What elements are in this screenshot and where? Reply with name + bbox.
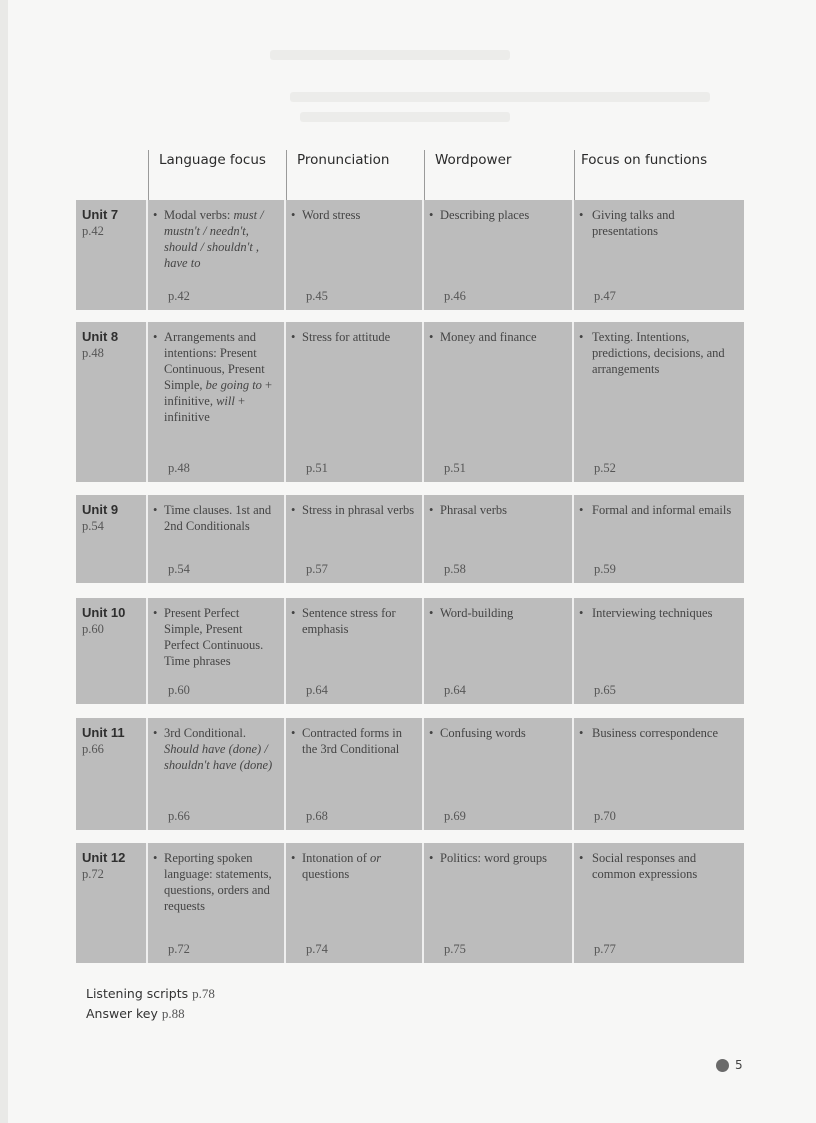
language-focus-cell [148, 322, 286, 482]
wordpower-cell [424, 322, 574, 482]
unit-row [76, 718, 744, 830]
page-reference[interactable]: p.59 [594, 562, 616, 576]
pronunciation-cell [286, 200, 424, 310]
cell-text: Confusing words [440, 726, 526, 740]
listening-scripts-entry[interactable] [86, 986, 215, 1002]
unit-row [76, 598, 744, 704]
unit-page: p.42 [82, 224, 104, 238]
listening-scripts-label: Listening scripts [86, 986, 189, 1001]
bullet-icon: • [429, 851, 434, 865]
functions-cell [574, 843, 744, 963]
cell-text: Contracted forms in the 3rd Conditional [302, 726, 402, 756]
page-reference[interactable]: p.51 [444, 461, 466, 475]
cell-text: Stress for attitude [302, 330, 391, 344]
functions-cell [574, 200, 744, 310]
unit-name: Unit 9 [82, 502, 119, 517]
page-number [716, 1058, 743, 1072]
cell-text: Stress in phrasal verbs [302, 503, 415, 517]
language-focus-cell [148, 598, 286, 704]
cell-text: Politics: word groups [440, 851, 547, 865]
cell-text: + infinitive [164, 394, 246, 424]
bullet-icon: • [579, 503, 584, 517]
page-reference[interactable]: p.66 [168, 809, 190, 823]
cell-text: Reporting spoken language: statements, questions, orders and requests [164, 851, 272, 913]
cell-text: questions [302, 867, 350, 881]
page-reference[interactable]: p.58 [444, 562, 466, 576]
language-focus-cell [148, 495, 286, 583]
unit-name: Unit 10 [82, 605, 126, 620]
faint-line [300, 112, 510, 122]
page-reference[interactable]: p.42 [168, 289, 190, 303]
unit-row [76, 843, 744, 963]
listening-scripts-page: p.78 [192, 986, 215, 1001]
header-pronunciation: Pronunciation [286, 150, 424, 202]
unit-page: p.60 [82, 622, 104, 636]
bullet-icon: • [153, 726, 158, 740]
cell-text: Interviewing techniques [592, 606, 713, 620]
language-focus-cell [148, 843, 286, 963]
faint-line [290, 92, 710, 102]
cell-text: 3rd Conditional. [164, 726, 246, 740]
bullet-icon: • [153, 851, 158, 865]
pronunciation-cell [286, 843, 424, 963]
page-reference[interactable]: p.74 [306, 942, 328, 956]
italic-text: must / mustn't / needn't, should / shouldn't , have to [164, 208, 264, 270]
cell-text: Modal verbs: [164, 208, 234, 222]
page-reference[interactable]: p.75 [444, 942, 466, 956]
unit-name: Unit 11 [82, 725, 125, 740]
bullet-icon: • [291, 330, 296, 344]
wordpower-cell [424, 200, 574, 310]
unit-name: Unit 12 [82, 850, 126, 865]
unit-page: p.72 [82, 867, 104, 881]
page-dot-icon [716, 1059, 729, 1072]
language-focus-cell [148, 718, 286, 830]
bullet-icon: • [579, 330, 584, 344]
cell-text: Word stress [302, 208, 361, 222]
bullet-icon: • [579, 606, 584, 620]
bullet-icon: • [291, 606, 296, 620]
functions-cell [574, 322, 744, 482]
cell-text: Intonation of [302, 851, 371, 865]
unit-page: p.66 [82, 742, 104, 756]
cell-text: Present Perfect Simple, Present Perfect Continuous. Time phrases [164, 606, 264, 668]
cell-text: Time clauses. 1st and 2nd Conditionals [164, 503, 272, 533]
cell-text: Business correspondence [592, 726, 719, 740]
bullet-icon: • [153, 606, 158, 620]
faint-line [270, 50, 510, 60]
header-wordpower: Wordpower [424, 150, 574, 202]
page-reference[interactable]: p.46 [444, 289, 466, 303]
page-reference[interactable]: p.69 [444, 809, 466, 823]
unit-label[interactable] [76, 598, 148, 704]
wordpower-cell [424, 495, 574, 583]
unit-page: p.54 [82, 519, 104, 533]
unit-label[interactable] [76, 843, 148, 963]
answer-key-label: Answer key [86, 1006, 158, 1021]
cell-text: + infinitive, [164, 378, 273, 408]
cell-text: Social responses and common expressions [592, 851, 698, 881]
wordpower-cell [424, 598, 574, 704]
unit-label[interactable] [76, 322, 148, 482]
cell-text: Giving talks and presentations [592, 208, 675, 238]
bullet-icon: • [429, 330, 434, 344]
italic-text: will [216, 394, 235, 408]
cell-text: Describing places [440, 208, 530, 222]
bullet-icon: • [429, 208, 434, 222]
bullet-icon: • [579, 851, 584, 865]
bullet-icon: • [579, 208, 584, 222]
page-reference[interactable]: p.64 [306, 683, 328, 697]
italic-text: Should have (done) / shouldn't have (done) [164, 742, 273, 772]
page-reference[interactable]: p.60 [168, 683, 190, 697]
functions-cell [574, 598, 744, 704]
cell-text: Word-building [440, 606, 514, 620]
page-reference[interactable]: p.68 [306, 809, 328, 823]
page-reference[interactable]: p.64 [444, 683, 466, 697]
page-reference[interactable]: p.65 [594, 683, 616, 697]
page-edge [0, 0, 8, 1123]
answer-key-page: p.88 [161, 1006, 185, 1021]
page-reference[interactable]: p.77 [594, 942, 616, 956]
table-header [148, 150, 744, 202]
bullet-icon: • [579, 726, 584, 740]
unit-row [76, 200, 744, 310]
language-focus-cell [148, 200, 286, 310]
unit-row [76, 322, 744, 482]
page-reference[interactable]: p.51 [306, 461, 328, 475]
unit-label[interactable] [76, 718, 148, 830]
header-focus-on-functions: Focus on functions [574, 150, 744, 202]
wordpower-cell [424, 718, 574, 830]
wordpower-cell [424, 843, 574, 963]
bullet-icon: • [429, 606, 434, 620]
unit-name: Unit 8 [82, 329, 119, 344]
page-reference[interactable]: p.48 [168, 461, 190, 475]
bullet-icon: • [291, 851, 296, 865]
page-number-text: 5 [735, 1058, 743, 1072]
italic-text: or [370, 851, 382, 865]
cell-text: Arrangements and intentions: Present Continuous, Present Simple, [164, 330, 265, 392]
bullet-icon: • [291, 503, 296, 517]
unit-name: Unit 7 [82, 207, 119, 222]
pronunciation-cell [286, 495, 424, 583]
cell-text: Texting. Intentions, predictions, decisions, and arrangements [592, 330, 725, 376]
unit-row [76, 495, 744, 583]
bullet-icon: • [153, 208, 158, 222]
functions-cell [574, 718, 744, 830]
page-reference[interactable]: p.45 [306, 289, 328, 303]
cell-text: Sentence stress for emphasis [302, 606, 396, 636]
page-reference[interactable]: p.70 [594, 809, 616, 823]
cell-text: Phrasal verbs [440, 503, 507, 517]
unit-label[interactable] [76, 200, 148, 310]
answer-key-entry[interactable] [86, 1006, 185, 1022]
bullet-icon: • [429, 503, 434, 517]
bullet-icon: • [291, 208, 296, 222]
page-reference[interactable]: p.47 [594, 289, 616, 303]
pronunciation-cell [286, 718, 424, 830]
bullet-icon: • [429, 726, 434, 740]
page-reference[interactable]: p.52 [594, 461, 616, 475]
bullet-icon: • [291, 726, 296, 740]
functions-cell [574, 495, 744, 583]
bullet-icon: • [153, 503, 158, 517]
page-reference[interactable]: p.57 [306, 562, 328, 576]
cell-text: Money and finance [440, 330, 537, 344]
italic-text: be going to [205, 378, 262, 392]
unit-page: p.48 [82, 346, 104, 360]
pronunciation-cell [286, 598, 424, 704]
pronunciation-cell [286, 322, 424, 482]
cell-text: Formal and informal emails [592, 503, 732, 517]
page-reference[interactable]: p.72 [168, 942, 190, 956]
bullet-icon: • [153, 330, 158, 344]
page-reference[interactable]: p.54 [168, 562, 190, 576]
unit-label[interactable] [76, 495, 148, 583]
header-language-focus: Language focus [148, 150, 286, 202]
